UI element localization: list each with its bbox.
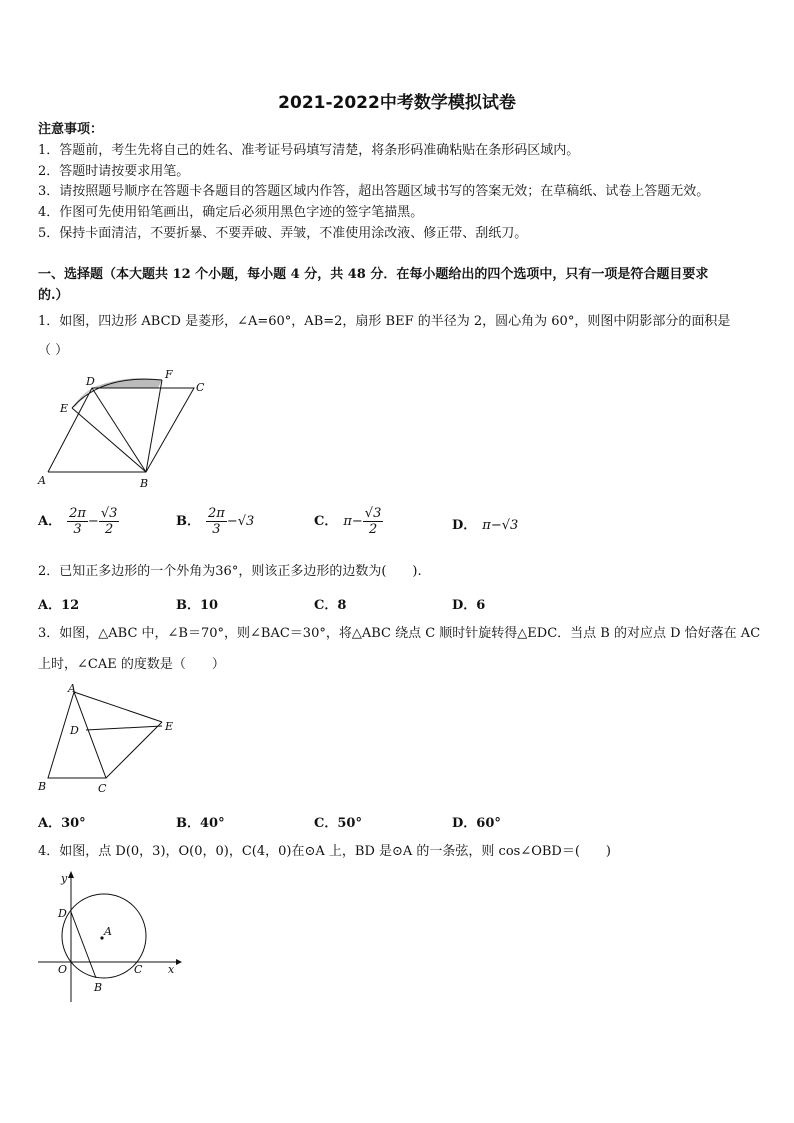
q3-label-d: D xyxy=(70,724,79,737)
q1-figure xyxy=(36,366,216,492)
q2-option-b[interactable]: B．10 xyxy=(176,598,219,613)
section-heading-line2: 的.） xyxy=(38,288,69,303)
q1-b-den1: 3 xyxy=(212,522,221,537)
q3-label-b: B xyxy=(38,780,47,793)
q1-option-d-label: D． xyxy=(452,518,477,533)
q1-label-d: D xyxy=(86,375,95,388)
q1-c-num: √3 xyxy=(364,506,382,521)
q3-stem-line1: 3．如图，△ABC 中，∠B＝70°，则∠BAC＝30°，将△ABC 绕点 C 顺时针旋转得△EDC．当点 B 的对应点 D 恰好落在 AC xyxy=(38,626,761,641)
q3-option-c[interactable]: C．50° xyxy=(314,816,362,831)
q3-option-a[interactable]: A．30° xyxy=(38,816,86,831)
notice-item-2: 2．答题时请按要求用笔。 xyxy=(38,164,190,179)
q1-option-d[interactable] xyxy=(452,514,518,533)
notice-item-1: 1．答题前，考生先将自己的姓名、准考证号码填写清楚，将条形码准确粘贴在条形码区域内。 xyxy=(38,143,580,158)
q1-c-pre: π− xyxy=(343,514,363,529)
q4-stem: 4．如图，点 D(0，3)，O(0，0)，C(4，0)在⊙A 上，BD 是⊙A 的一条弦，则 cos∠OBD＝( ) xyxy=(38,844,612,859)
q4-label-c: C xyxy=(134,963,143,976)
notice-item-4: 4．作图可先使用铅笔画出，确定后必须用黑色字迹的签字笔描黑。 xyxy=(38,205,424,220)
q1-option-a-label: A． xyxy=(38,514,62,529)
q4-label-a: A xyxy=(104,925,112,938)
section-heading-line1: 一、选择题（本大题共 12 个小题，每小题 4 分，共 48 分．在每小题给出的四个选项中，只有一项是符合题目要求 xyxy=(38,267,709,282)
q1-option-c[interactable] xyxy=(314,506,383,537)
q4-figure xyxy=(36,868,186,1004)
q4-label-d: D xyxy=(58,907,67,920)
q1-option-c-label: C． xyxy=(314,514,338,529)
q1-option-b-label: B． xyxy=(176,514,200,529)
q4-label-o: O xyxy=(58,963,68,976)
page-title: 2021-2022中考数学模拟试卷 xyxy=(278,93,516,113)
q1-a-num2: √3 xyxy=(100,506,118,521)
q1-label-b: B xyxy=(140,477,149,490)
q1-a-den2: 2 xyxy=(104,522,114,537)
notice-item-3: 3．请按照题号顺序在答题卡各题目的答题区域内作答，超出答题区域书写的答案无效；在草稿纸、试卷上答题无效。 xyxy=(38,184,710,199)
q2-stem: 2．已知正多边形的一个外角为36°，则该正多边形的边数为( ). xyxy=(38,564,422,579)
q3-option-b[interactable]: B．40° xyxy=(176,816,225,831)
q1-a-num1: 2π xyxy=(69,506,86,521)
q1-a-minus: − xyxy=(87,514,99,529)
q1-stem-line1: 1．如图，四边形 ABCD 是菱形，∠A=60°，AB=2，扇形 BEF 的半径为 2，圆心角为 60°，则图中阴影部分的面积是 xyxy=(38,314,731,329)
q2-option-d[interactable]: D．6 xyxy=(452,598,486,613)
q1-stem-line2: （ ） xyxy=(38,343,69,358)
q1-a-den1: 3 xyxy=(73,522,82,537)
q2-option-a[interactable]: A．12 xyxy=(38,598,80,613)
q1-option-b[interactable] xyxy=(176,506,254,537)
q1-label-c: C xyxy=(196,381,205,394)
q3-label-a: A xyxy=(68,682,76,695)
notice-heading: 注意事项： xyxy=(38,122,104,137)
q1-option-a[interactable] xyxy=(38,506,119,537)
q3-option-d[interactable]: D．60° xyxy=(452,816,501,831)
q3-stem-line2: 上时，∠CAE 的度数是（ ） xyxy=(38,657,225,672)
q3-label-e: E xyxy=(165,720,174,733)
q1-d-text: π−√3 xyxy=(482,518,519,533)
q1-label-a: A xyxy=(38,474,46,487)
q1-c-den: 2 xyxy=(368,522,378,537)
q4-label-x: x xyxy=(168,963,175,976)
q1-label-e: E xyxy=(60,402,69,415)
q1-b-rest: −√3 xyxy=(226,514,255,529)
notice-item-5: 5．保持卡面清洁，不要折暴、不要弄破、弄皱，不准使用涂改液、修正带、刮纸刀。 xyxy=(38,226,528,241)
q1-label-f: F xyxy=(165,368,173,381)
q3-figure xyxy=(36,682,186,796)
q4-label-b: B xyxy=(94,981,103,994)
q4-label-y: y xyxy=(61,872,68,885)
q1-b-num1: 2π xyxy=(208,506,225,521)
q2-option-c[interactable]: C．8 xyxy=(314,598,347,613)
q3-label-c: C xyxy=(98,782,107,795)
